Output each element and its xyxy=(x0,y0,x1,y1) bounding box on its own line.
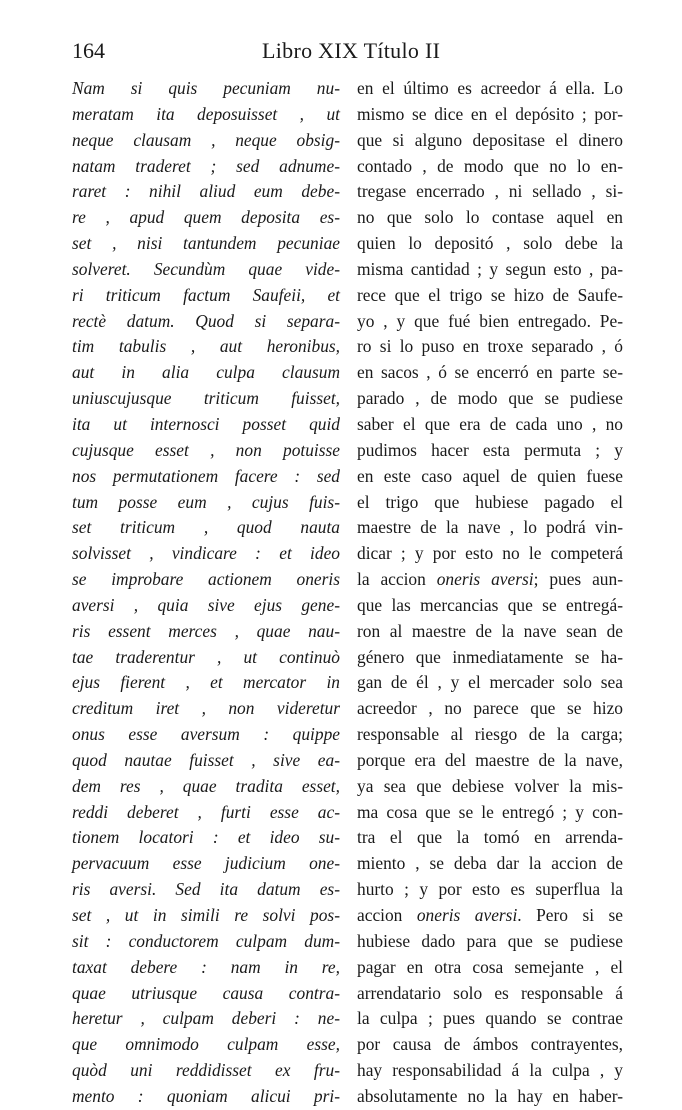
spanish-line xyxy=(357,1032,623,1058)
spanish-line-text: tregase encerrado , ni sellado , si- xyxy=(357,181,623,202)
spanish-line-text: parado , de modo que se pudiese xyxy=(357,388,623,409)
latin-line: sit : conductorem culpam dum- xyxy=(72,930,340,951)
latin-line: ita ut internosci posset quid xyxy=(72,413,340,434)
spanish-line-text: arrendatario solo es responsable á xyxy=(357,982,623,1003)
latin-line: tim tabulis , aut heronibus, xyxy=(72,336,340,357)
latin-line: set triticum , quod nauta xyxy=(72,517,340,538)
spanish-line-text: hurto ; y por esto es superflua la xyxy=(357,879,623,900)
spanish-line xyxy=(357,128,623,154)
spanish-line xyxy=(357,903,623,929)
spanish-line-text: la accion xyxy=(357,569,437,590)
spanish-line xyxy=(357,412,623,438)
latin-line: aversi , quia sive ejus gene- xyxy=(72,594,340,615)
latin-line: ris essent merces , quae nau- xyxy=(72,620,340,641)
spanish-line-text: la culpa ; pues quando se contrae xyxy=(357,1008,623,1029)
latin-line: neque clausam , neque obsig- xyxy=(72,129,340,150)
spanish-line-text: hay responsabilidad á la culpa , y xyxy=(357,1060,623,1081)
spanish-line-text: rece que el trigo se hizo de Saufe- xyxy=(357,284,623,305)
page-number: 164 xyxy=(72,38,105,63)
spanish-line-text: que si alguno depositase el dinero xyxy=(357,129,623,150)
latin-line: quae utriusque causa contra- xyxy=(72,982,340,1003)
spanish-line-text: por causa de ámbos contrayentes, xyxy=(357,1034,623,1055)
spanish-line xyxy=(357,670,623,696)
latin-line: reddi deberet , furti esse ac- xyxy=(72,801,340,822)
spanish-line xyxy=(357,309,623,335)
spanish-line-text: en este caso aquel de quien fuese xyxy=(357,465,623,486)
spanish-line xyxy=(357,154,623,180)
spanish-line xyxy=(357,800,623,826)
latin-line: tum posse eum , cujus fuis- xyxy=(72,491,340,512)
latin-line: pervacuum esse judicium one- xyxy=(72,853,340,874)
spanish-line xyxy=(357,360,623,386)
latin-line: tionem locatori : et ideo su- xyxy=(72,827,340,848)
latin-line: dem res , quae tradita esset, xyxy=(72,775,340,796)
latin-line: quod nautae fuisset , sive ea- xyxy=(72,749,340,770)
latin-line: creditum iret , non videretur xyxy=(72,698,340,719)
spanish-line xyxy=(357,722,623,748)
spanish-line xyxy=(357,955,623,981)
latin-line: mento : quoniam alicui pri- xyxy=(72,1085,340,1106)
spanish-line xyxy=(357,567,623,593)
spanish-line-text: tra el que la tomó en arrenda- xyxy=(357,827,623,848)
spanish-line xyxy=(357,541,623,567)
spanish-line xyxy=(357,825,623,851)
latin-line: meratam ita deposuisset , ut xyxy=(72,103,340,124)
latin-line: taxat debere : nam in re, xyxy=(72,956,340,977)
spanish-line xyxy=(357,696,623,722)
latin-line: que omnimodo culpam esse, xyxy=(72,1034,340,1055)
latin-line: Nam si quis pecuniam nu- xyxy=(72,78,340,98)
spanish-line-text: maestre de la nave , lo podrá vin- xyxy=(357,517,623,538)
latin-line: se improbare actionem oneris xyxy=(72,569,340,590)
spanish-line-italic: oneris aversi xyxy=(416,905,518,925)
latin-line: uniuscujusque triticum fuisset, xyxy=(72,388,340,409)
latin-line: natam traderet ; sed adnume- xyxy=(72,155,340,176)
spanish-line-text: saber el que era de cada uno , no xyxy=(357,413,623,434)
spanish-line-text: ma cosa que se le entregó ; y con- xyxy=(357,801,623,822)
spanish-line-text: porque era del maestre de la nave, xyxy=(357,749,623,770)
latin-line: solveret. Secundùm quae vide- xyxy=(72,258,340,279)
spanish-line-text: hubiese dado para que se pudiese xyxy=(357,930,623,951)
spanish-line-text: quien lo depositó , solo debe la xyxy=(357,233,623,254)
spanish-line-text: dicar ; y por esto no le competerá xyxy=(357,543,623,564)
latin-text-column xyxy=(72,76,340,1110)
spanish-line-text: responsable al riesgo de la carga; xyxy=(357,724,623,745)
spanish-line-text-end: ; pues aun- xyxy=(533,569,623,590)
spanish-line xyxy=(357,1006,623,1032)
spanish-line-text: pudimos hacer esta permuta ; y xyxy=(357,439,623,460)
spanish-line xyxy=(357,438,623,464)
spanish-line-text: que las mercancias que se entregá- xyxy=(357,594,623,615)
latin-line: re , apud quem deposita es- xyxy=(72,207,340,228)
spanish-line xyxy=(357,283,623,309)
page-header xyxy=(72,38,632,68)
spanish-line xyxy=(357,981,623,1007)
spanish-line-text: gan de él , y el mercader solo sea xyxy=(357,672,623,693)
spanish-line xyxy=(357,179,623,205)
spanish-line-text: mismo se dice en el depósito ; por- xyxy=(357,103,623,124)
latin-line: raret : nihil aliud eum debe- xyxy=(72,181,340,202)
spanish-line-text: en sacos , ó se encerró en parte se- xyxy=(357,362,623,383)
latin-line: quòd uni reddidisset ex fru- xyxy=(72,1060,340,1081)
latin-line: tae traderentur , ut continuò xyxy=(72,646,340,667)
spanish-line xyxy=(357,76,623,102)
spanish-line-text: no que solo lo contase aquel en xyxy=(357,207,623,228)
spanish-line-text: ya sea que debiese volver la mis- xyxy=(357,775,623,796)
spanish-line-text: accion xyxy=(357,905,417,925)
spanish-line xyxy=(357,1058,623,1084)
spanish-line xyxy=(357,334,623,360)
spanish-line xyxy=(357,748,623,774)
spanish-line xyxy=(357,593,623,619)
latin-line: heretur , culpam deberi : ne- xyxy=(72,1008,340,1029)
spanish-line xyxy=(357,851,623,877)
latin-line: cujusque esset , non potuisse xyxy=(72,439,340,460)
spanish-line xyxy=(357,619,623,645)
spanish-line-text: acreedor , no parece que se hizo xyxy=(357,698,623,719)
latin-line: set , nisi tantundem pecuniae xyxy=(72,233,340,254)
spanish-line xyxy=(357,877,623,903)
spanish-line-text: en el último es acreedor á ella. Lo xyxy=(357,78,623,98)
latin-line: nos permutationem facere : sed xyxy=(72,465,340,486)
latin-line: ris aversi. Sed ita datum es- xyxy=(72,879,340,900)
latin-line: aut in alia culpa clausum xyxy=(72,362,340,383)
spanish-line-text: contado , de modo que no lo en- xyxy=(357,155,623,176)
spanish-line xyxy=(357,929,623,955)
latin-line: solvisset , vindicare : et ideo xyxy=(72,543,340,564)
spanish-line-text-end: . Pero si se xyxy=(517,905,623,925)
latin-line: ejus fierent , et mercator in xyxy=(72,672,340,693)
spanish-line xyxy=(357,490,623,516)
latin-line: set , ut in simili re solvi pos- xyxy=(72,905,340,925)
spanish-line-text: yo , y que fué bien entregado. Pe- xyxy=(357,310,623,331)
spanish-line-text: pagar en otra cosa semejante , el xyxy=(357,956,623,977)
spanish-line xyxy=(357,205,623,231)
spanish-line-text: misma cantidad ; y segun esto , pa- xyxy=(357,258,623,279)
running-head: Libro XIX Título II xyxy=(262,38,441,63)
spanish-line-text: miento , se deba dar la accion de xyxy=(357,853,623,874)
spanish-line xyxy=(357,464,623,490)
latin-line: rectè datum. Quod si separa- xyxy=(72,310,340,331)
spanish-line-text: género que inmediatamente se ha- xyxy=(357,646,623,667)
spanish-line xyxy=(357,102,623,128)
spanish-line-text: el trigo que hubiese pagado el xyxy=(357,491,623,512)
spanish-line xyxy=(357,515,623,541)
spanish-line-italic: oneris aversi xyxy=(436,569,534,590)
spanish-line xyxy=(357,257,623,283)
spanish-line-text: ron al maestre de la nave sean de xyxy=(357,620,623,641)
spanish-line xyxy=(357,1084,623,1110)
spanish-line xyxy=(357,774,623,800)
spanish-line-text: ro si lo puso en troxe separado , ó xyxy=(357,336,623,357)
spanish-line xyxy=(357,645,623,671)
spanish-line xyxy=(357,231,623,257)
spanish-line-text: absolutamente no la hay en haber- xyxy=(357,1085,623,1106)
latin-line: ri triticum factum Saufeii, et xyxy=(72,284,340,305)
spanish-text-column xyxy=(357,76,623,1110)
spanish-line xyxy=(357,386,623,412)
latin-line: onus esse aversum : quippe xyxy=(72,724,340,745)
